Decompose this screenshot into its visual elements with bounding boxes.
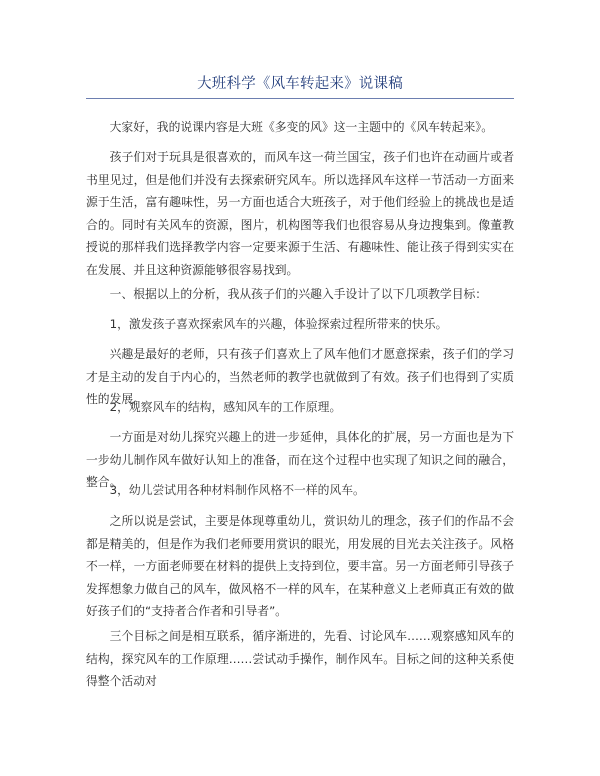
paragraph-goal-1-detail: 兴趣是最好的老师，只有孩子们喜欢上了风车他们才愿意探索，孩子们的学习才是主动的发自于内心的，当然老师的教学也就做到了有效。孩子们也得到了实质性的发展。 — [86, 347, 514, 406]
paragraph-goal-2-detail: 一方面是对幼儿探究兴趣上的进一步延伸，具体化的扩展，另一方面也是为下一步幼儿制作风车做好认知上的准备，而在这个过程中也实现了知识之间的融合，整合。 — [86, 430, 514, 489]
paragraph-goal-2: 2，观察风车的结构，感知风车的工作原理。 — [109, 400, 342, 414]
title-divider — [86, 98, 514, 99]
paragraph-intro: 大家好，我的说课内容是大班《多变的风》这一主题中的《风车转起来》。 — [109, 120, 493, 134]
paragraph-goals-relation: 三个目标之间是相互联系，循序渐进的，先看、讨论风车……观察感知风车的结构，探究风车的工作原理……尝试动手操作，制作风车。目标之间的这种关系使得整个活动对 — [86, 629, 514, 688]
paragraph-goal-3: 3，幼儿尝试用各种材料制作风格不一样的风车。 — [109, 483, 365, 497]
paragraph-background: 孩子们对于玩具是很喜欢的，而风车这一荷兰国宝，孩子们也许在动画片或者书里见过，但是他们并没有去探索研究风车。所以选择风车这样一节活动一方面来源于生活，富有趣味性，另一方面也适合大班孩子，对于他们经验上的挑战也是适合的。同时有关风车的资源，图片，机构图等我们也很容易从身边搜集到。像董教授说的那样我们选择教学内容一定要来源于生活、有趣味性、能让孩子得到实实在在发展、并且这种资源能够很容易找到。 — [86, 150, 514, 277]
paragraph-goal-1: 1，激发孩子喜欢探索风车的兴趣，体验探索过程所带来的快乐。 — [109, 317, 448, 331]
document-title: 大班科学《风车转起来》说课稿 — [197, 76, 403, 92]
paragraph-goals-heading: 一、根据以上的分析，我从孩子们的兴趣入手设计了以下几项教学目标： — [109, 287, 488, 301]
paragraph-goal-3-detail: 之所以说是尝试，主要是体现尊重幼儿，赏识幼儿的理念，孩子们的作品不会都是精美的，但是作为我们老师要用赏识的眼光，用发展的目光去关注孩子。风格不一样，一方面老师要在材料的提供上支持到位，要丰富。另一方面老师引导孩子发挥想象力做自己的风车，做风格不一样的风车，在某种意义上老师真正有效的做好孩子们的“支持者合作者和引导者”。 — [86, 514, 514, 618]
